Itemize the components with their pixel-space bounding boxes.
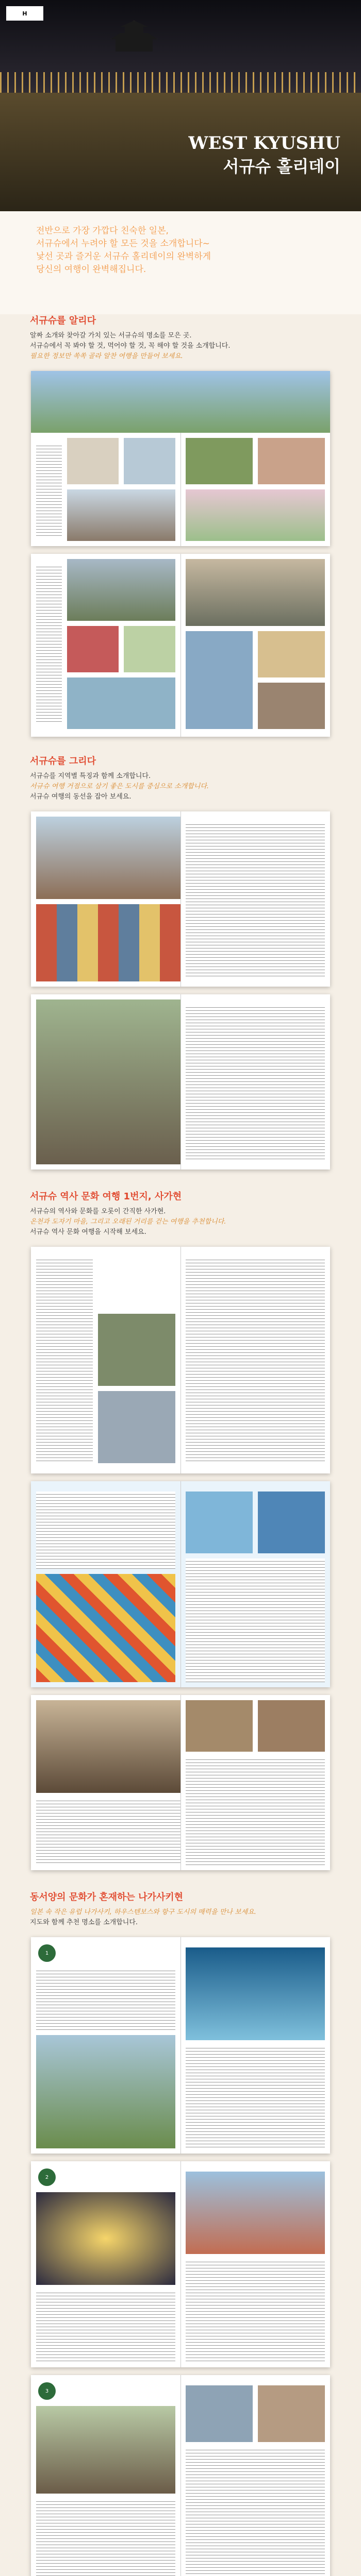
photo — [67, 626, 119, 672]
photo — [98, 1391, 175, 1463]
section-title: 서규슈를 알리다 — [30, 315, 96, 326]
photo — [124, 438, 175, 484]
photo — [258, 631, 325, 677]
photo — [36, 1700, 180, 1793]
intro-line: 서규슈에서 누려야 할 모든 것을 소개합니다~ — [36, 239, 210, 249]
photo — [186, 1492, 253, 1553]
section-line: 필요한 정보만 쏙쏙 골라 알찬 여행을 만들어 보세요. — [30, 352, 183, 360]
intro-line: 전반으로 가장 가깝다 친숙한 일본, — [36, 226, 169, 236]
photo — [67, 677, 175, 729]
photo — [258, 1492, 325, 1553]
section-title: 동서양의 문화가 혼재하는 나가사키현 — [30, 1892, 184, 1903]
photo — [186, 489, 325, 541]
book-spread-3 — [31, 811, 330, 987]
book-spread-7 — [31, 1695, 330, 1870]
intro-line: 낯선 곳과 즐거운 서규슈 홀리데이의 완벽하게 — [36, 251, 211, 262]
intro-text — [0, 211, 361, 314]
section-line: 서규슈 여행의 동선을 잡아 보세요. — [30, 793, 132, 801]
number-badge: 2 — [38, 2168, 56, 2186]
castle-silhouette — [111, 21, 157, 52]
photo — [258, 683, 325, 729]
section-line: 온천과 도자기 마을, 그리고 오래된 거리를 걷는 여행을 추천합니다. — [30, 1218, 226, 1226]
section-line: 알짜 소개와 찾아갈 가치 있는 서규슈의 명소를 모은 곳. — [30, 332, 192, 340]
hero-banner — [0, 0, 361, 211]
section-line: 서규슈에서 꼭 봐야 할 것, 먹어야 할 것, 꼭 해야 할 것을 소개합니다. — [30, 342, 231, 350]
hero-title-en: WEST KYUSHU — [188, 133, 340, 154]
book-spread-9 — [31, 2161, 330, 2367]
city-lights — [0, 72, 361, 93]
section-title: 서규슈를 그리다 — [30, 756, 96, 767]
photo — [186, 2385, 253, 2442]
section-title: 서규슈 역사 문화 여행 1번지, 사가현 — [30, 1191, 182, 1202]
book-spread-4 — [31, 994, 330, 1170]
photo — [186, 438, 253, 484]
section-highlights — [0, 304, 361, 371]
hero-title-ko: 서규슈 홀리데이 — [223, 157, 340, 176]
book-spread-10 — [31, 2375, 330, 2576]
photo — [36, 1574, 175, 1682]
photo — [186, 2172, 325, 2254]
number-badge: 1 — [38, 1944, 56, 1962]
section-line: 서규슈의 역사와 문화를 오롯이 간직한 사가현. — [30, 1208, 166, 1215]
photo — [186, 631, 253, 729]
publisher-logo: H — [6, 6, 43, 21]
photo — [36, 817, 180, 899]
section-saga — [0, 1180, 361, 1247]
photo — [258, 438, 325, 484]
section-line: 서규슈를 지역별 특징과 함께 소개합니다. — [30, 772, 151, 780]
photo — [31, 371, 330, 433]
photo — [98, 1314, 175, 1386]
intro-line: 당신의 여행이 완벽해집니다. — [36, 264, 146, 275]
section-line: 서규슈 역사 문화 여행을 시작해 보세요. — [30, 1228, 146, 1236]
photo — [36, 2406, 175, 2494]
book-spread-1 — [31, 371, 330, 546]
photo — [36, 904, 180, 981]
photo — [186, 559, 325, 626]
book-spread-5 — [31, 1247, 330, 1473]
book-spread-6 — [31, 1481, 330, 1687]
book-spread-8 — [31, 1937, 330, 2154]
section-line: 일본 속 작은 유럽 나가사키, 하우스텐보스와 항구 도시의 매력을 만나 보세요. — [30, 1908, 256, 1916]
photo — [36, 2035, 175, 2148]
section-line: 지도와 함께 추천 명소를 소개합니다. — [30, 1919, 138, 1926]
photo — [258, 1700, 325, 1752]
photo — [258, 2385, 325, 2442]
photo — [186, 1700, 253, 1752]
book-spread-2 — [31, 554, 330, 737]
photo — [67, 489, 175, 541]
photo — [186, 1947, 325, 2040]
photo — [67, 438, 119, 484]
photo — [67, 559, 175, 621]
section-nagasaki — [0, 1880, 361, 1937]
photo — [36, 999, 180, 1164]
section-regions — [0, 744, 361, 811]
photo — [36, 2192, 175, 2285]
section-line: 서규슈 여행 거점으로 삼기 좋은 도시를 중심으로 소개합니다. — [30, 783, 209, 790]
number-badge: 3 — [38, 2382, 56, 2400]
photo — [124, 626, 175, 672]
